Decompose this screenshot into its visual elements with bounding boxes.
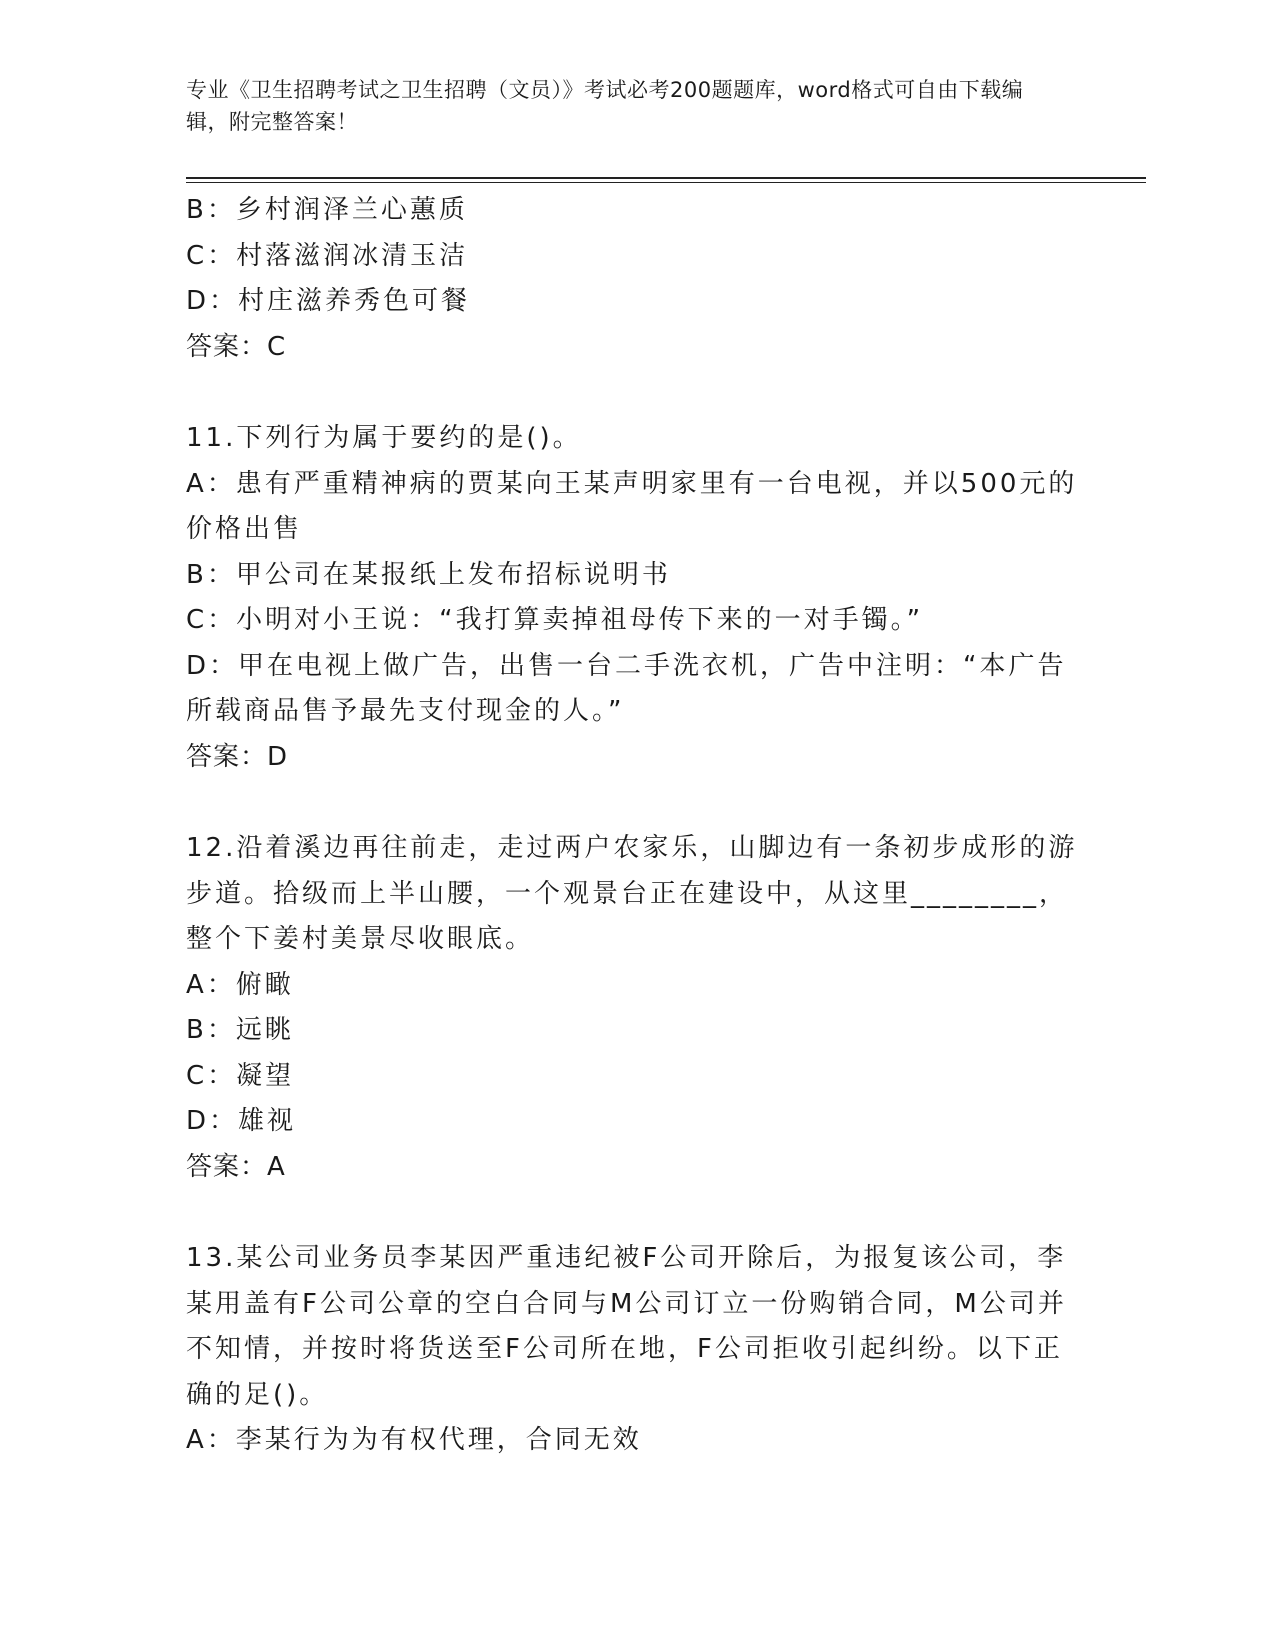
q13-stem-line3: 不知情，并按时将货送至F公司所在地，F公司拒收引起纠纷。以下正 — [186, 1334, 1063, 1364]
page-header: 专业《卫生招聘考试之卫生招聘（文员）》考试必考200题题库，word格式可自由下载编辑，附完整答案！ — [186, 78, 1024, 134]
question-spacer — [186, 370, 1086, 416]
q12-stem-line2: 步道。拾级而上半山腰，一个观景台正在建设中，从这里________， — [186, 878, 1069, 909]
question-spacer — [186, 780, 1086, 826]
q10-option-c: C：村落滋润冰清玉洁 — [186, 240, 469, 271]
q13-stem-line1: 13.某公司业务员李某因严重违纪被F公司开除后，为报复该公司，李 — [186, 1243, 1067, 1273]
q13-option-a: A：李某行为为有权代理，合同无效 — [186, 1425, 642, 1455]
header-divider-thick — [186, 177, 1146, 179]
q11-stem: 11.下列行为属于要约的是()。 — [186, 423, 582, 453]
q12-option-d: D：雄视 — [186, 1106, 297, 1136]
q13-stem-line4: 确的足()。 — [186, 1379, 329, 1410]
header-divider-thin — [186, 182, 1146, 183]
question-spacer — [186, 1190, 1086, 1236]
q11-answer: 答案：D — [186, 741, 289, 772]
q11-option-a-line2: 价格出售 — [186, 514, 303, 544]
q10-answer: 答案：C — [186, 331, 287, 362]
q13-stem-line2: 某用盖有F公司公章的空白合同与M公司订立一份购销合同，M公司并 — [186, 1288, 1067, 1319]
q11-option-b: B：甲公司在某报纸上发布招标说明书 — [186, 559, 671, 590]
q11-option-d-line2: 所载商品售予最先支付现金的人。” — [186, 696, 625, 726]
q12-option-a: A：俯瞰 — [186, 969, 294, 1000]
q12-option-b: B：远眺 — [186, 1015, 294, 1045]
q10-option-b: B：乡村润泽兰心蕙质 — [186, 195, 468, 225]
q11-option-c: C：小明对小王说：“我打算卖掉祖母传下来的一对手镯。” — [186, 605, 924, 635]
q11-option-a-line1: A：患有严重精神病的贾某向王某声明家里有一台电视，并以500元的 — [186, 468, 1078, 499]
q12-answer: 答案：A — [186, 1151, 286, 1182]
q10-option-d: D：村庄滋养秀色可餐 — [186, 286, 471, 316]
q12-option-c: C：凝望 — [186, 1060, 295, 1091]
q11-option-d-line1: D：甲在电视上做广告，出售一台二手洗衣机，广告中注明：“本广告 — [186, 650, 1067, 681]
q12-stem-line1: 12.沿着溪边再往前走，走过两户农家乐，山脚边有一条初步成形的游 — [186, 833, 1078, 863]
q12-stem-line3: 整个下姜村美景尽收眼底。 — [186, 924, 535, 954]
question-content — [186, 188, 1086, 1464]
